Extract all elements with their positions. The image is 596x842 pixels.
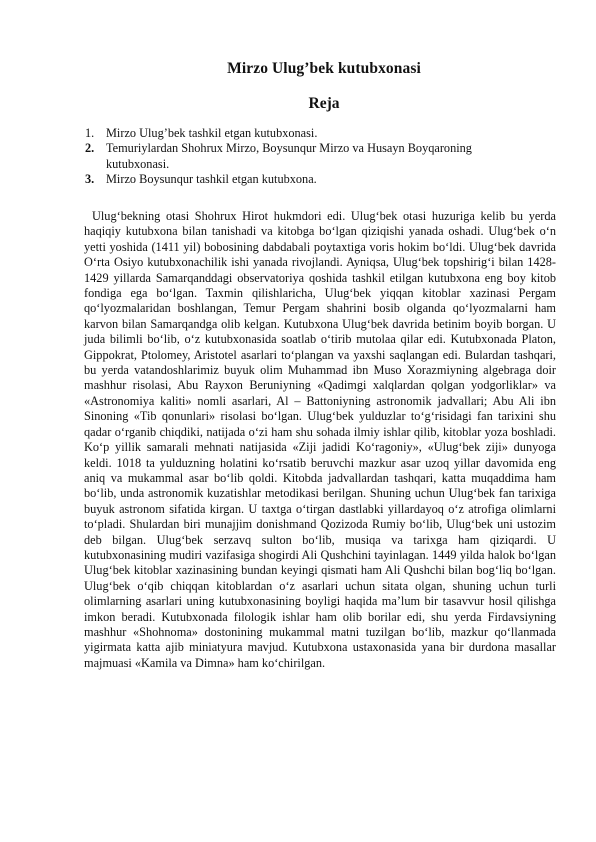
plan-item [85,126,535,141]
body-paragraph: Ulug‘bekning otasi Shohrux Hirot hukmdori edi. Ulug‘bek otasi huzuriga kelib bu yerda haqiqiy kutubxona bilan tanishadi va kitobga bo‘lgan qiziqishi yanada oshadi. Ulug‘bek o‘n yetti yoshida (1411 yil) bobosining dabdabali poytaxtiga voris hokim bo‘ldi. Ulug‘bek davrida O‘rta Osiyo kutubxonachilik ishi yanada rivojlandi. Ayniqsa, Ulug‘bek topshirig‘i bilan 1428-1429 yillarda Samarqanddagi observatoriya qoshida tashkil etilgan kutubxona eng boy kitob fondiga ega bo‘lgan. Taxmin qilishlaricha, Ulug‘bek yiqqan kitoblar xazinasi Pergam qo‘lyozmalaridan boshlangan, Temur Pergam shahrini bosib olganda qo‘lyozmalarni ham karvon bilan Samarqandga olib kelgan. Kutubxona Ulug‘bek davrida betinim boyib borgan. U juda bilimli bo‘lib, o‘z kutubxonasida soatlab o‘tirib mutolaa qilar edi. Kutubxonada Platon, Gippokrat, Ptolomey, Aristotel asarlari to‘plangan va yaxshi saqlangan edi. Bulardan tashqari, bu yerda vatandoshlarimiz buyuk olim Muhammad ibn Muso Xorazmiyning algebraga doir mashhur risolasi, Abu Rayxon Beruniyning «Qadimgi xalqlardan qolgan yodgorliklar» va «Astronomiya kaliti» nomli asarlari, Al – Battoniyning astronomik jadvallari; Abu Ali ibn Sinoning «Tib qonunlari» risolasi bo‘lgan. Ulug‘bek yulduzlar to‘g‘risidagi fan tarixini shu qadar o‘rganib chiqdiki, natijada o‘zi ham shu sohada ilmiy ishlar qilib, kitoblar yoza boshladi. Ko‘p yillik samarali mehnati natijasida «Ziji jadidi Ko‘ragoniy», «Ulug‘bek ziji» dunyoga keldi. 1018 ta yulduzning holatini ko‘rsatib beruvchi mazkur asar uzoq yillar davomida eng aniq va mukammal asar bo‘lib qoldi. Kitobda jadvallardan tashqari, katta muqaddima ham bo‘lib, unda astronomik kuzatishlar metodikasi berilgan. Shuning uchun Ulug‘bek fan tarixiga buyuk astronom sifatida kirgan. U taxtga o‘tirgan dastlabki yillardayoq o‘z atrofiga olimlarni to‘pladi. Shulardan biri munajjim donishmand Qozizoda Rumiy bo‘lib, Ulug‘bek uni ustozim deb bilgan. Ulug‘bek serzavq sulton bo‘lib, musiqa va tarixga ham qiziqardi. U kutubxonasining mudiri vazifasiga shogirdi Ali Qushchini tayinlagan. 1449 yilda halok bo‘lgan Ulug‘bek kitoblar xazinasining bundan keyingi qismati ham Ali Qushchi bilan bog‘liq bo‘lgan. Ulug‘bek o‘qib chiqqan kitoblardan o‘z asarlari uchun sitata olgan, shuning uchun turli olimlarning asarlari uning kutubxonasining boyligi haqida ma’lum bir tasavvur hosil qilishga imkon beradi. Kutubxonada filologik ishlar ham olib borilar edi, shu yerda Firdavsiyning mashhur «Shohnoma» dostonining mukammal matni tuzilgan bo‘lib, mazkur qo‘llanmada yigirmata katta ajib miniatyura mavjud. Kutubxona ustaxonasida yana bir durdona masallar majmuasi «Kamila va Dimna» ham ko‘chirilgan. [84,209,556,670]
plan-item-number: 1. [85,126,95,140]
plan-item [85,172,535,187]
plan-item [85,141,535,172]
plan-item-number: 3. [85,171,95,186]
plan-item-number: 2. [85,141,95,156]
plan-item-text: Mirzo Boysunqur tashkil etgan kutubxona. [106,171,317,186]
plan-heading: Reja [308,95,340,112]
plan-item-text: Mirzo Ulug’bek tashkil etgan kutubxonasi. [106,126,318,140]
plan-item-text: Temuriylardan Shohrux Mirzo, Boysunqur Mirzo va Husayn Boyqaroning kutubxonasi. [106,141,472,171]
plan-list [85,126,535,187]
page-title: Mirzo Ulug’bek kutubxonasi [227,60,421,77]
